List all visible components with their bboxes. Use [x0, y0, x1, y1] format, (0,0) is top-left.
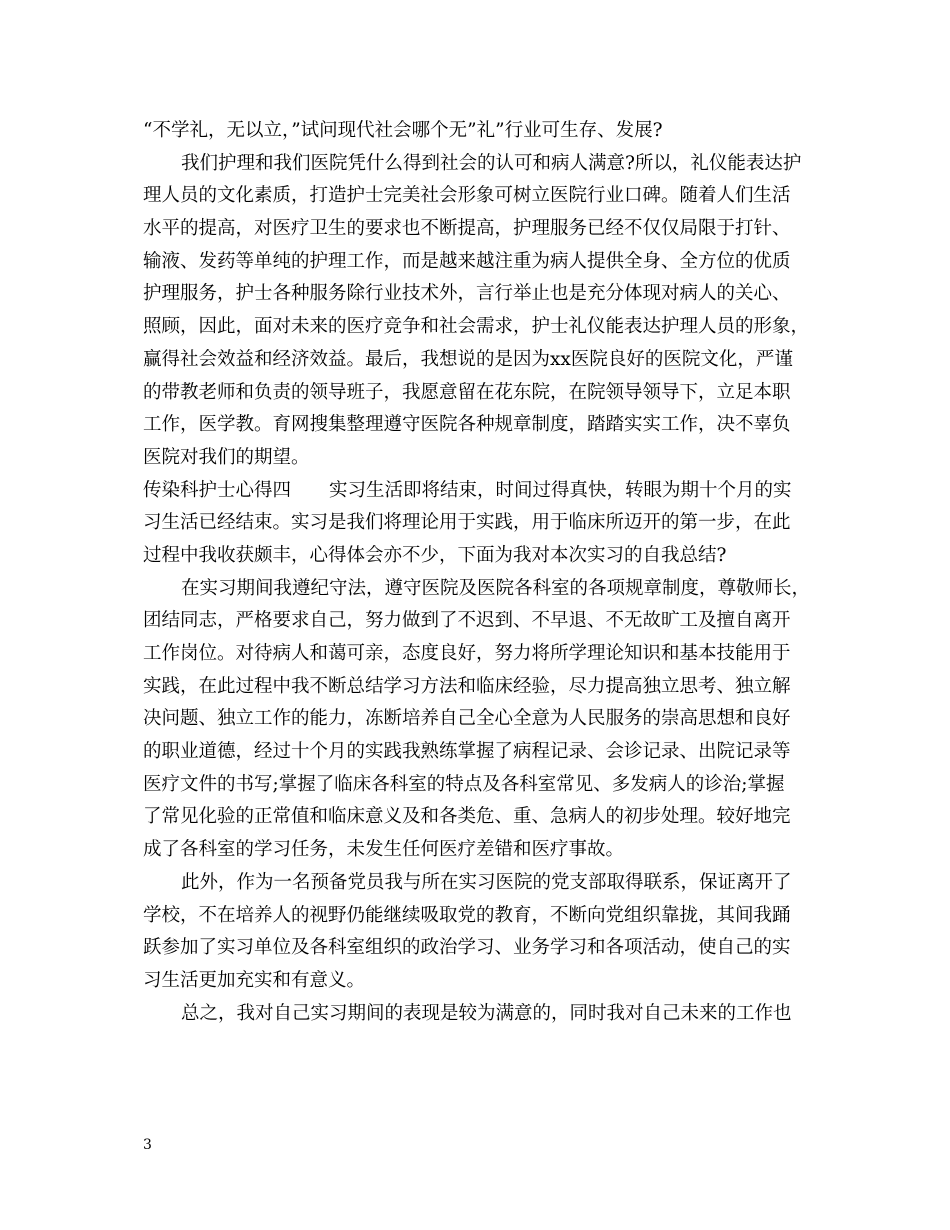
text-line: 赢得社会效益和经济效益。最后，我想说的是因为xx医院良好的医院文化，严谨	[143, 348, 793, 370]
text-line	[143, 475, 815, 508]
text-line: 理人员的文化素质，打造护士完美社会形象可树立医院行业口碑。随着人们生活	[143, 185, 791, 207]
text-line: 工作，医学教。育网搜集整理遵守医院各种规章制度，踏踏实实工作，决不辜负	[143, 414, 791, 436]
text-line: 了常见化验的正常值和临床意义及和各类危、重、急病人的初步处理。较好地完	[143, 806, 791, 828]
text-line: 照顾，因此，面对未来的医疗竞争和社会需求，护士礼仪能表达护理人员的形象，	[143, 316, 810, 338]
text-line: “不学礼，无以立，”试问现代社会哪个无”礼”行业可生存、发展?	[143, 120, 663, 141]
text-line: 跃参加了实习单位及各科室组织的政治学习、业务学习和各项活动，使自己的实	[143, 937, 791, 959]
text-line: 在实习期间我遵纪守法，遵守医院及医院各科室的各项规章制度，尊敬师长，	[181, 577, 811, 599]
text-line: 决问题、独立工作的能力，冻断培养自己全心全意为人民服务的崇高思想和良好	[143, 708, 791, 730]
section-heading: 传染科护士心得四	[143, 479, 292, 501]
text-line: 工作岗位。对待病人和蔼可亲，态度良好，努力将所学理论知识和基本技能用于	[143, 643, 791, 664]
text-line: 输液、发药等单纯的护理工作，而是越来越注重为病人提供全身、全方位的优质	[143, 250, 791, 272]
text-line: 实践，在此过程中我不断总结学习方法和临床经验，尽力提高独立思考、独立解	[143, 675, 791, 697]
text-line: 医院对我们的期望。	[143, 446, 310, 468]
text-line: 总之，我对自己实习期间的表现是较为满意的，同时我对自己未来的工作也	[181, 1002, 792, 1024]
text-line: 习生活已经结束。实习是我们将理论用于实践，用于临床所迈开的第一步，在此	[143, 512, 791, 534]
body-text	[143, 115, 815, 1030]
page-number: 3	[143, 1137, 152, 1153]
text-line: 我们护理和我们医院凭什么得到社会的认可和病人满意?所以，礼仪能表达护	[181, 152, 802, 174]
section-intro: 实习生活即将结束，时间过得真快，转眼为期十个月的实	[329, 479, 792, 501]
text-line: 的职业道德，经过十个月的实践我熟练掌握了病程记录、会诊记录、出院记录等	[143, 741, 791, 763]
text-line: 过程中我收获颇丰，心得体会亦不少，下面为我对本次实习的自我总结?	[143, 544, 727, 566]
text-line: 学校，不在培养人的视野仍能继续吸取党的教育，不断向党组织靠拢，其间我踊	[143, 904, 791, 926]
text-line: 医疗文件的书写;掌握了临床各科室的特点及各科室常见、多发病人的诊治;掌握	[143, 773, 785, 795]
text-line: 的带教老师和负责的领导班子，我愿意留在花东院，在院领导领导下，立足本职	[143, 381, 791, 403]
text-line: 此外，作为一名预备党员我与所在实习医院的党支部取得联系，保证离开了	[181, 871, 792, 893]
text-line: 习生活更加充实和有意义。	[143, 969, 366, 991]
text-line: 护理服务，护士各种服务除行业技术外，言行举止也是充分体现对病人的关心、	[143, 283, 791, 305]
text-line: 团结同志，严格要求自己，努力做到了不迟到、不早退、不无故旷工及擅自离开	[143, 610, 791, 632]
text-line: 水平的提高，对医疗卫生的要求也不断提高，护理服务已经不仅仅局限于打针、	[143, 218, 791, 240]
text-line: 成了各科室的学习任务，未发生任何医疗差错和医疗事故。	[143, 839, 625, 861]
